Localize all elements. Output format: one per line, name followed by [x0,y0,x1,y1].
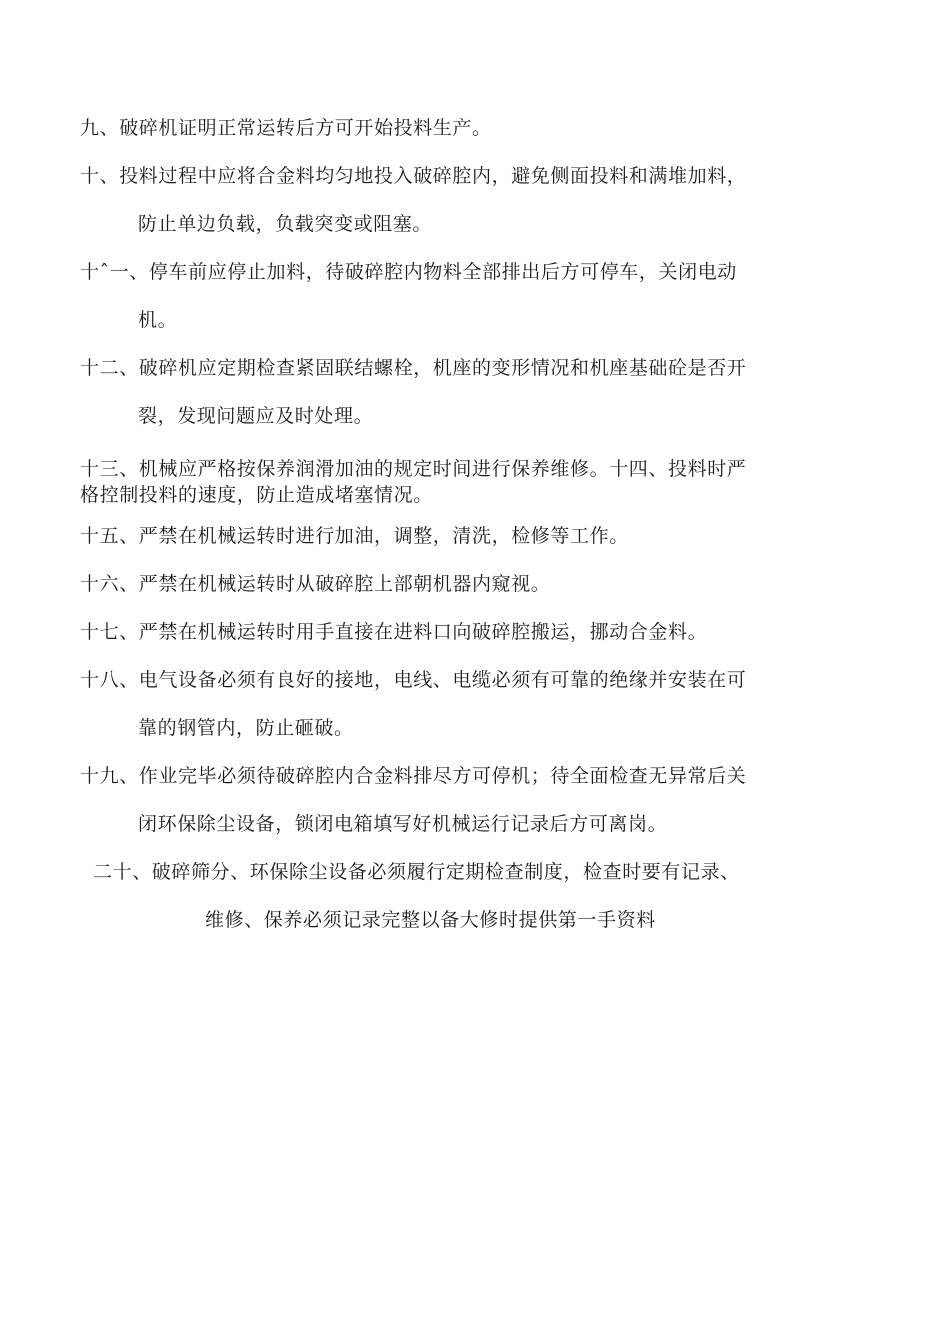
rule-19-continued: 闭环保除尘设备，锁闭电箱填写好机械运行记录后方可离岗。 [138,813,668,835]
rule-20-continued: 维修、保养必须记录完整以备大修时提供第一手资料 [205,909,656,931]
rule-11-continued: 机。 [138,309,178,331]
rule-17: 十七、严禁在机械运转时用手直接在进料口向破碎腔搬运，挪动合金料。 [80,621,708,643]
rule-11: 十ˆ一、停车前应停止加料，待破碎腔内物料全部排出后方可停车，关闭电动 [80,261,737,283]
rule-18-continued: 靠的钢管内，防止砸破。 [138,717,354,739]
rule-10: 十、投料过程中应将合金料均匀地投入破碎腔内，避免侧面投料和满堆加料， [80,165,747,187]
rule-12: 十二、破碎机应定期检查紧固联结螺栓，机座的变形情况和机座基础砼是否开 [80,357,747,379]
rule-18: 十八、电气设备必须有良好的接地，电线、电缆必须有可靠的绝缘并安装在可 [80,669,747,691]
rule-15: 十五、严禁在机械运转时进行加油，调整，清洗，检修等工作。 [80,525,629,547]
rule-12-continued: 裂，发现问题应及时处理。 [138,405,374,427]
rule-20: 二十、破碎筛分、环保除尘设备必须履行定期检查制度，检查时要有记录、 [93,861,740,883]
rule-19: 十九、作业完毕必须待破碎腔内合金料排尽方可停机；待全面检查无异常后关 [80,765,747,787]
rule-14-continued: 格控制投料的速度，防止造成堵塞情况。 [80,484,433,506]
rule-16: 十六、严禁在机械运转时从破碎腔上部朝机器内窥视。 [80,573,551,595]
rule-9: 九、破碎机证明正常运转后方可开始投料生产。 [80,117,492,139]
rule-13-14: 十三、机械应严格按保养润滑加油的规定时间进行保养维修。十四、投料时严 [80,458,747,480]
rule-10-continued: 防止单边负载，负载突变或阻塞。 [138,213,433,235]
